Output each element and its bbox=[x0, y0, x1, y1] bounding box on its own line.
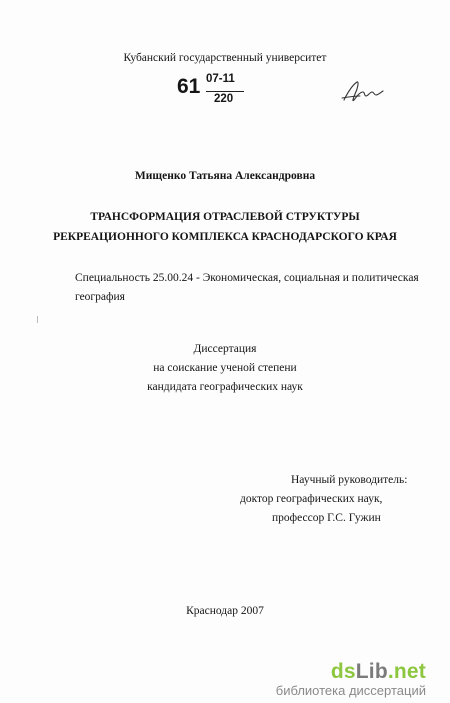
specialty-line-2: география bbox=[75, 291, 125, 303]
watermark-caption: библиотека диссертаций bbox=[275, 683, 426, 698]
supervisor-name: профессор Г.С. Гужин bbox=[272, 512, 381, 524]
university-name: Кубанский государственный университет bbox=[123, 52, 327, 64]
catalog-code-denominator: 220 bbox=[214, 93, 234, 105]
dissertation-line-3: кандидата географических наук bbox=[147, 381, 303, 393]
scan-mark bbox=[37, 316, 38, 323]
watermark-ds: ds bbox=[330, 660, 356, 683]
supervisor-heading: Научный руководитель: bbox=[291, 474, 408, 486]
place-and-year: Краснодар 2007 bbox=[186, 605, 264, 617]
supervisor-degree: доктор географических наук, bbox=[240, 493, 383, 505]
author-name: Мищенко Татьяна Александровна bbox=[134, 170, 316, 182]
thesis-title-line-2: РЕКРЕАЦИОННОГО КОМПЛЕКСА КРАСНОДАРСКОГО КРАЯ bbox=[53, 231, 397, 243]
watermark-lib: Lib bbox=[355, 660, 388, 683]
catalog-code-main: 61 bbox=[177, 75, 201, 98]
thesis-title-line-1: ТРАНСФОРМАЦИЯ ОТРАСЛЕВОЙ СТРУКТУРЫ bbox=[90, 211, 360, 223]
dissertation-line-1: Диссертация bbox=[193, 343, 257, 355]
dissertation-block bbox=[0, 340, 450, 397]
watermark-logo[interactable] bbox=[331, 660, 426, 684]
handwritten-signature bbox=[340, 78, 385, 106]
catalog-code-fraction-line bbox=[206, 91, 244, 92]
specialty-line-1: Специальность 25.00.24 - Экономическая, социальная и политическая bbox=[75, 272, 419, 284]
watermark-net: .net bbox=[387, 660, 426, 683]
dissertation-line-2: на соискание ученой степени bbox=[153, 362, 297, 374]
catalog-code-numerator: 07-11 bbox=[206, 73, 235, 85]
